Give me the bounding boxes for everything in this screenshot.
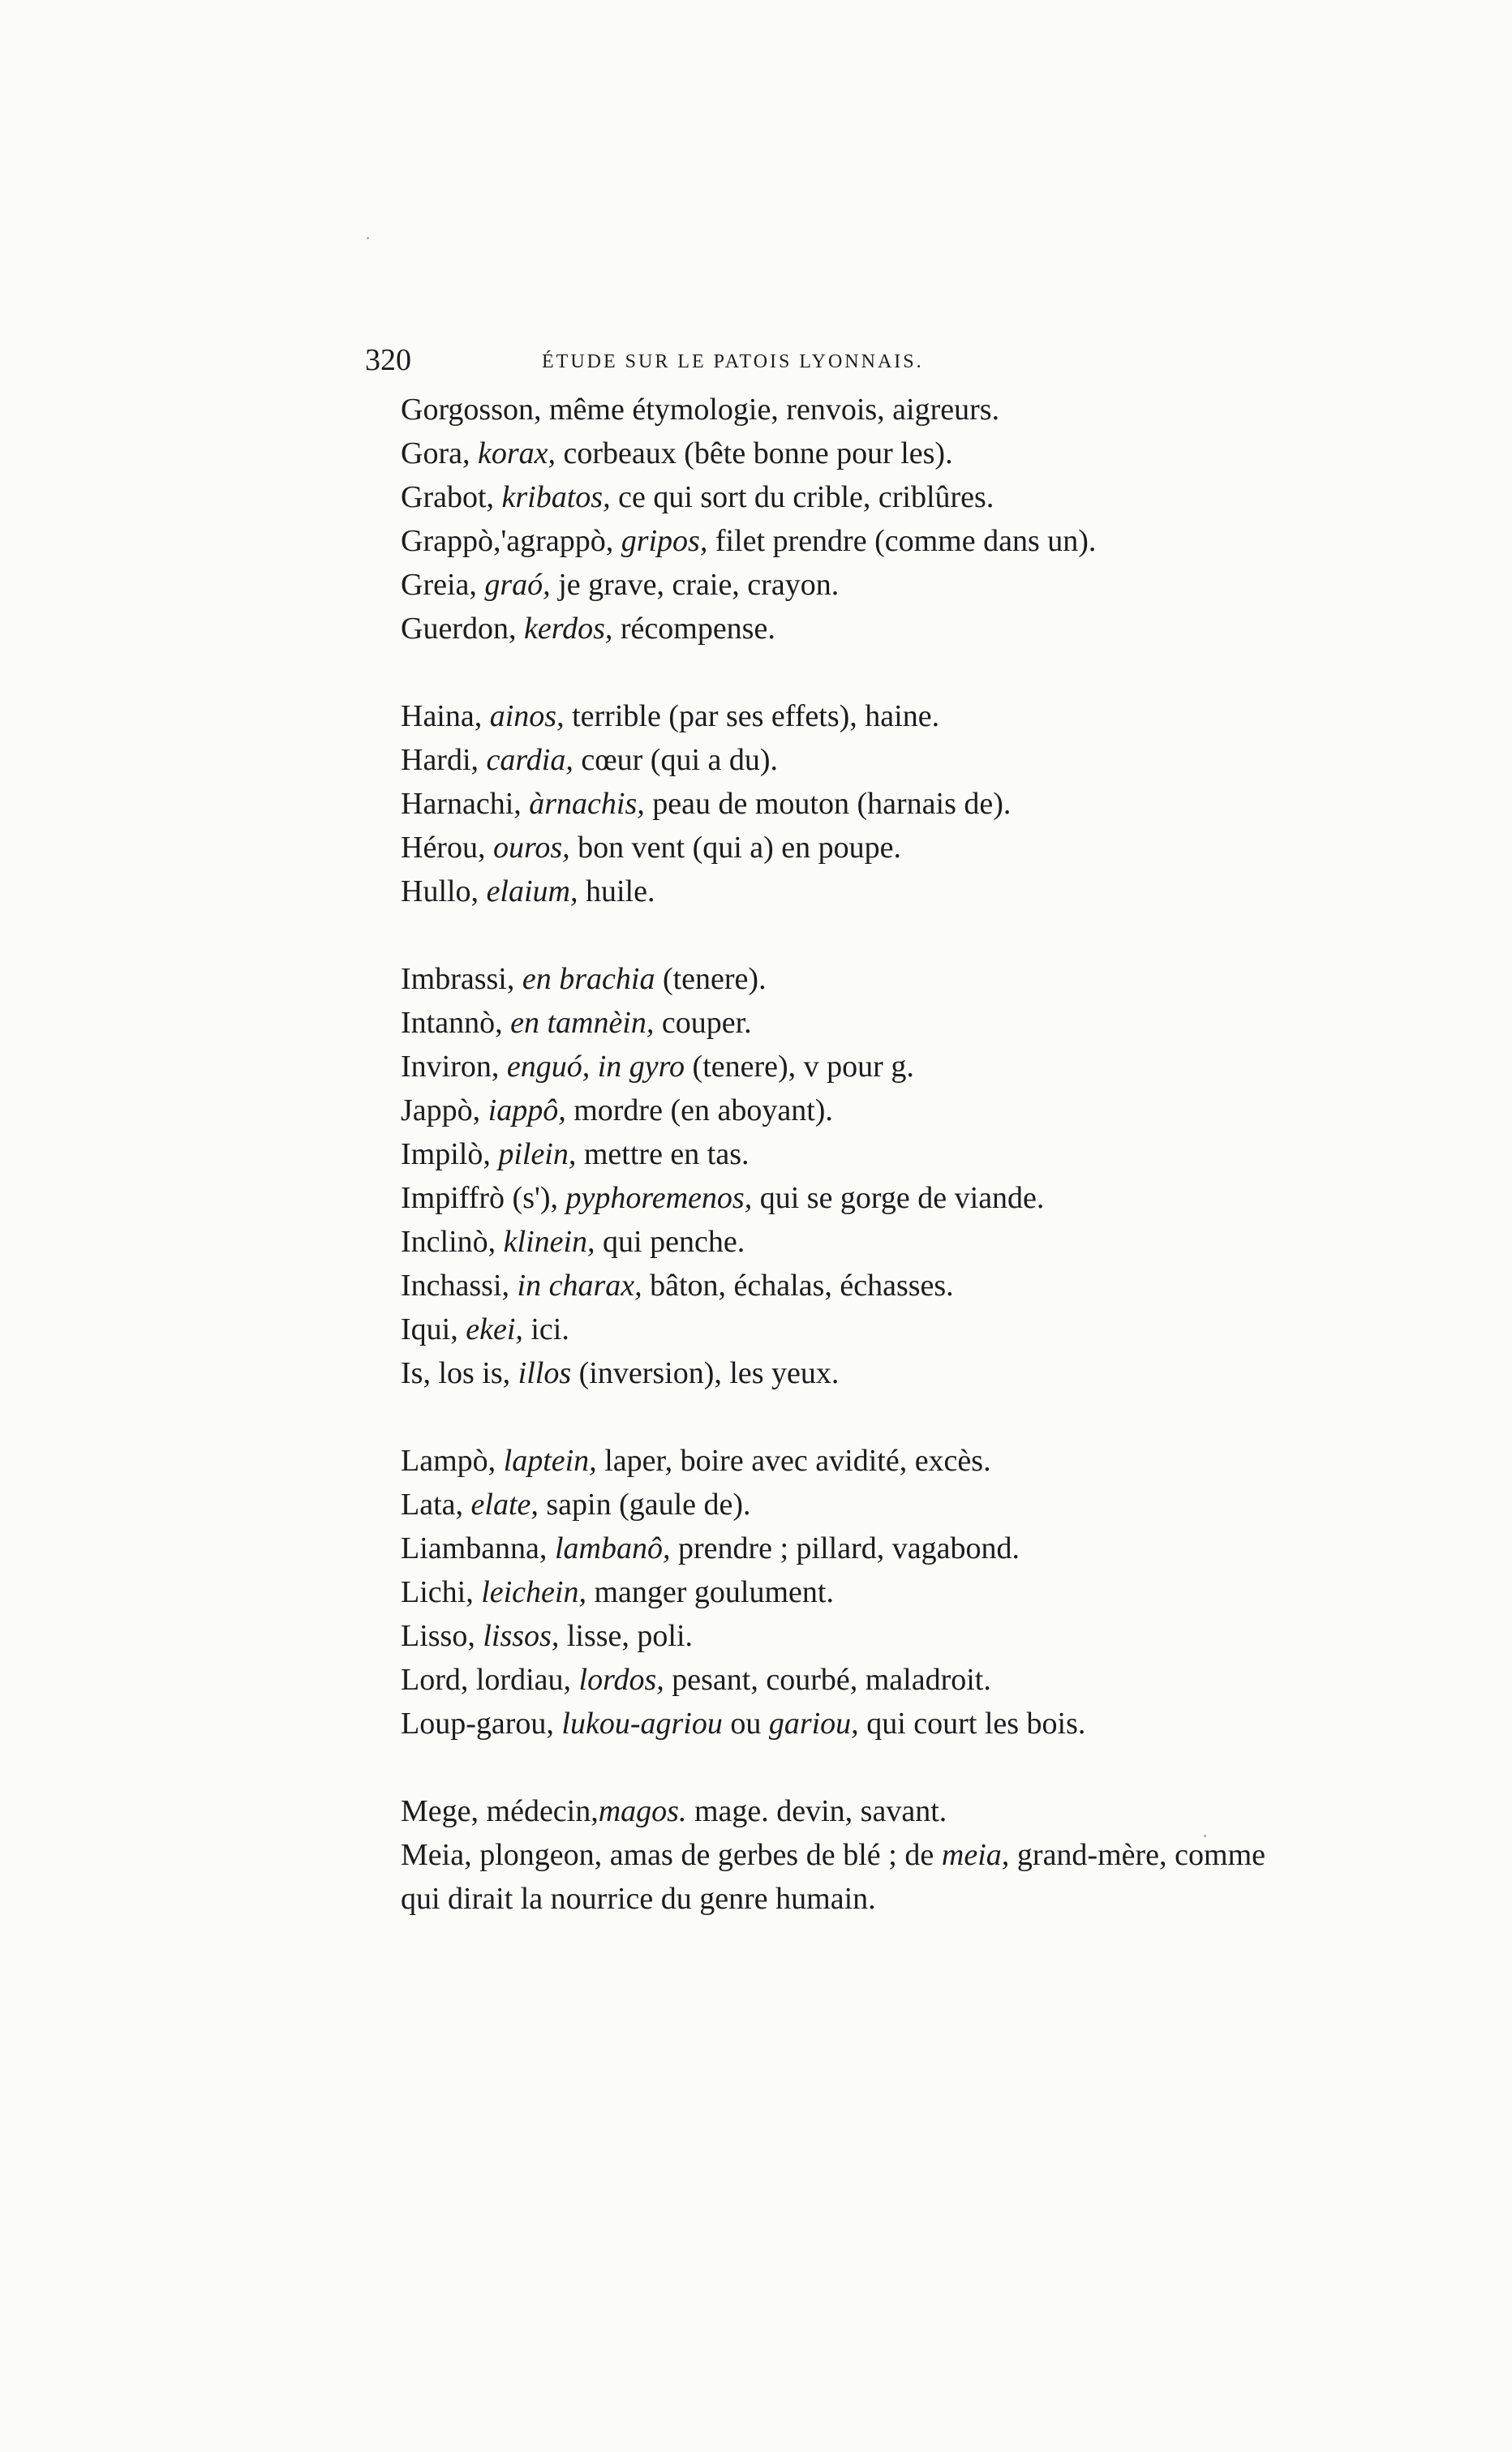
running-title: ÉTUDE SUR LE PATOIS LYONNAIS.: [542, 351, 924, 372]
glossary-entry: Guerdon, kerdos, récompense.: [401, 612, 775, 646]
running-head: [365, 339, 1265, 388]
glossary-entry: Gora, korax, corbeaux (bête bonne pour les).: [401, 436, 953, 470]
section-i: [365, 957, 1265, 1395]
glossary-entry: Lord, lordiau, lordos, pesant, courbé, maladroit.: [401, 1663, 991, 1697]
glossary-entry: Impilò, pilein, mettre en tas.: [401, 1137, 750, 1171]
glossary-entry: Iqui, ekei, ici.: [401, 1312, 569, 1346]
glossary-entry: Jappò, iappô, mordre (en aboyant).: [401, 1093, 833, 1127]
glossary-entry: Lampò, laptein, laper, boire avec avidité, excès.: [401, 1444, 991, 1478]
glossary-entry: Is, los is, illos (inversion), les yeux.: [401, 1356, 840, 1390]
section-l: [365, 1439, 1265, 1746]
page-number: 320: [365, 343, 411, 377]
glossary-entry: Gorgosson, même étymologie, renvois, aigreurs.: [401, 393, 1000, 427]
glossary-entry: Hérou, ouros, bon vent (qui a) en poupe.: [401, 831, 902, 865]
glossary-entry: Lata, elate, sapin (gaule de).: [401, 1488, 751, 1522]
glossary-entry: Lisso, lissos, lisse, poli.: [401, 1619, 694, 1653]
glossary-entry: Imbrassi, en brachia (tenere).: [401, 962, 767, 996]
glossary-entry: Greia, graó, je grave, craie, crayon.: [401, 568, 840, 602]
section-g: [365, 388, 1265, 651]
glossary-entry: Meia, plongeon, amas de gerbes de blé ; de meia, grand-mère, comme qui dirait la nourrice du genre humain.: [401, 1838, 1266, 1916]
glossary-entry: Harnachi, àrnachis, peau de mouton (harnais de).: [401, 787, 1012, 821]
glossary-entry: Inchassi, in charax, bâton, échalas, échasses.: [401, 1269, 954, 1303]
section-m: [365, 1789, 1265, 1921]
section-h: [365, 694, 1265, 913]
glossary-entry: Mege, médecin,magos. mage. devin, savant.: [401, 1794, 947, 1828]
glossary-entry: Grabot, kribatos, ce qui sort du crible, criblûres.: [401, 480, 994, 514]
paper-speck: [1204, 1835, 1206, 1837]
glossary-body: [365, 388, 1265, 1921]
glossary-entry: Hullo, elaium, huile.: [401, 874, 655, 908]
glossary-entry: Loup-garou, lukou-agriou ou gariou, qui court les bois.: [401, 1707, 1086, 1741]
glossary-entry: Grappò,'agrappò, gripos, filet prendre (comme dans un).: [401, 524, 1097, 558]
glossary-entry: Haina, ainos, terrible (par ses effets), haine.: [401, 699, 940, 733]
glossary-entry: Hardi, cardia, cœur (qui a du).: [401, 743, 779, 777]
glossary-entry: Inviron, enguó, in gyro (tenere), v pour g.: [401, 1050, 914, 1084]
glossary-entry: Lichi, leichein, manger goulument.: [401, 1575, 834, 1609]
glossary-entry: Liambanna, lambanô, prendre ; pillard, vagabond.: [401, 1531, 1020, 1565]
paper-speck: [367, 237, 369, 239]
glossary-entry: Intannò, en tamnèin, couper.: [401, 1006, 752, 1040]
glossary-entry: Inclinò, klinein, qui penche.: [401, 1225, 745, 1259]
glossary-entry: Impiffrò (s'), pyphoremenos, qui se gorge de viande.: [401, 1181, 1045, 1215]
